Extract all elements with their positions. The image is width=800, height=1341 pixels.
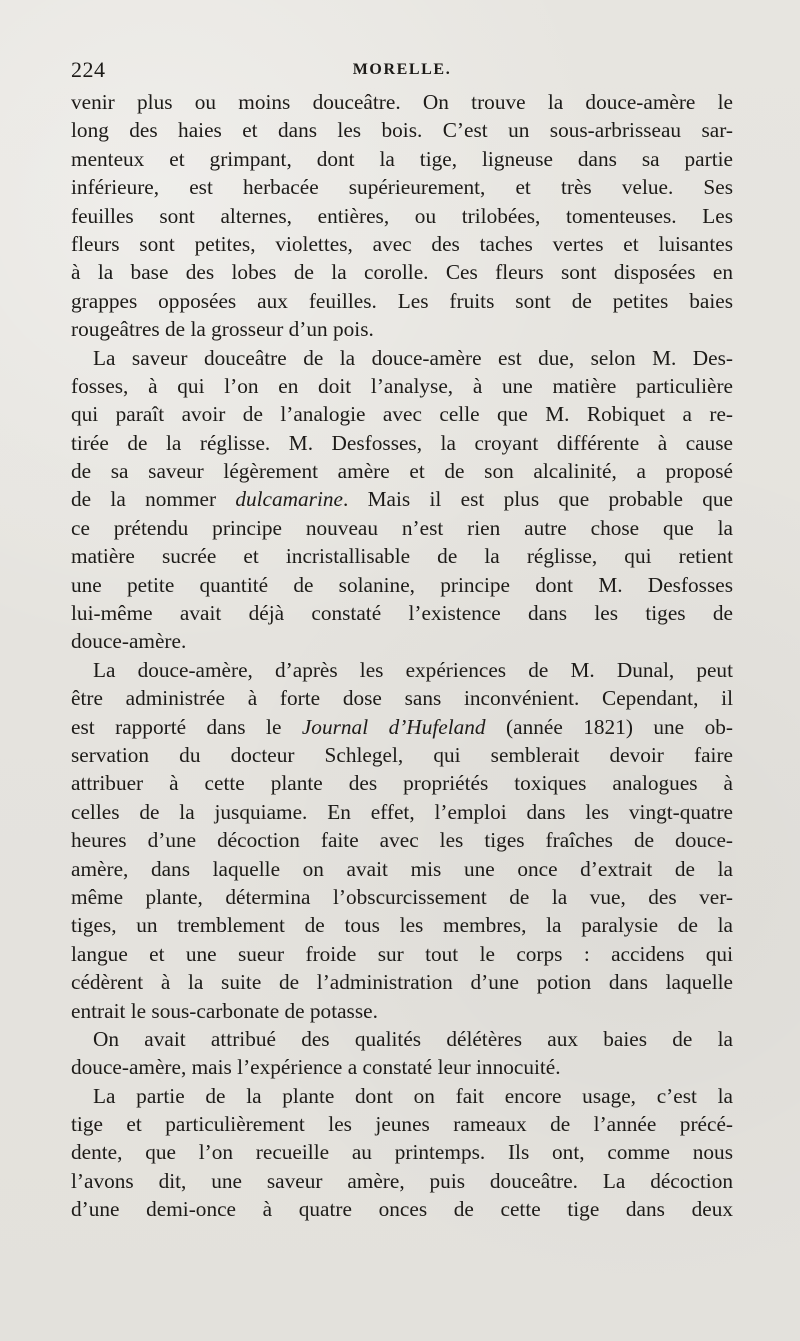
text-line: grappes opposées aux feuilles. Les fruits sont de petites baies: [71, 288, 733, 313]
text-line: même plante, détermina l’obscurcissement de la vue, des ver-: [71, 884, 733, 909]
text-line: fleurs sont petites, violettes, avec des taches vertes et luisantes: [71, 231, 733, 256]
text-line: On avait attribué des qualités délétères aux baies de la: [93, 1026, 733, 1051]
text-line: d’une demi-once à quatre onces de cette tige dans deux: [71, 1197, 733, 1222]
text-line: La partie de la plante dont on fait encore usage, c’est la: [93, 1083, 733, 1108]
body-text: [71, 88, 733, 1224]
text-line: douce-amère, mais l’expérience a constaté leur innocuité.: [71, 1055, 561, 1080]
text-line: tirée de la réglisse. M. Desfosses, la croyant différente à cause: [71, 430, 733, 455]
text-line: langue et une sueur froide sur tout le corps : accidens qui: [71, 941, 733, 966]
text-line: amère, dans laquelle on avait mis une once d’extrait de la: [71, 856, 733, 881]
text-line: de sa saveur légèrement amère et de son alcalinité, a proposé: [71, 459, 733, 484]
text-line: être administrée à forte dose sans inconvénient. Cependant, il: [71, 686, 733, 711]
text-line: une petite quantité de solanine, principe dont M. Desfosses: [71, 572, 733, 597]
text-line: entrait le sous-carbonate de potasse.: [71, 998, 378, 1023]
text-line: à la base des lobes de la corolle. Ces fleurs sont disposées en: [71, 260, 733, 285]
text-line: feuilles sont alternes, entières, ou trilobées, tomenteuses. Les: [71, 203, 733, 228]
text-line: lui-même avait déjà constaté l’existence dans les tiges de: [71, 601, 733, 626]
text-line: [71, 485, 733, 513]
page-number: 224: [71, 57, 106, 82]
italic-text: dulcamarine: [235, 487, 343, 512]
running-title: MORELLE.: [352, 61, 452, 78]
text-line: fosses, à qui l’on en doit l’analyse, à une matière particulière: [71, 373, 733, 398]
text-line: l’avons dit, une saveur amère, puis douceâtre. La décoction: [71, 1168, 733, 1193]
text-line: long des haies et dans les bois. C’est un sous-arbrisseau sar-: [71, 118, 733, 143]
text-line: douce-amère.: [71, 629, 187, 654]
text-line: heures d’une décoction faite avec les tiges fraîches de douce-: [71, 828, 733, 853]
text-line: matière sucrée et incristallisable de la réglisse, qui retient: [71, 544, 733, 569]
text-line: attribuer à cette plante des propriétés toxiques analogues à: [71, 771, 733, 796]
text-line: rougeâtres de la grosseur d’un pois.: [71, 317, 374, 342]
text-line: tiges, un tremblement de tous les membres, la paralysie de la: [71, 913, 733, 938]
italic-text: Journal d’Hufeland: [301, 714, 486, 739]
text-line: La saveur douceâtre de la douce-amère est due, selon M. Des-: [93, 345, 733, 370]
text-line: celles de la jusquiame. En effet, l’emploi dans les vingt-quatre: [71, 799, 733, 824]
text-line: dente, que l’on recueille au printemps. Ils ont, comme nous: [71, 1140, 733, 1165]
text-line: menteux et grimpant, dont la tige, ligneuse dans sa partie: [71, 146, 733, 171]
text-line: venir plus ou moins douceâtre. On trouve la douce-amère le: [71, 90, 733, 114]
line-text: est rapporté dans le: [71, 714, 302, 739]
text-line: ce prétendu principe nouveau n’est rien autre chose que la: [71, 515, 733, 540]
text-line: servation du docteur Schlegel, qui semblerait devoir faire: [71, 742, 733, 767]
running-head: [71, 58, 733, 82]
text-line: inférieure, est herbacée supérieurement, et très velue. Ses: [71, 175, 733, 200]
line-text: . Mais il est plus que probable que: [343, 487, 733, 512]
text-line: La douce-amère, d’après les expériences de M. Dunal, peut: [93, 657, 733, 682]
line-text: (année 1821) une ob-: [485, 714, 733, 739]
text-line: qui paraît avoir de l’analogie avec celle que M. Robiquet a re-: [71, 402, 733, 427]
text-line: tige et particulièrement les jeunes rameaux de l’année précé-: [71, 1112, 733, 1137]
text-line: [71, 713, 733, 741]
text-line: cédèrent à la suite de l’administration d’une potion dans laquelle: [71, 970, 733, 995]
line-text: de la nommer: [71, 487, 236, 512]
